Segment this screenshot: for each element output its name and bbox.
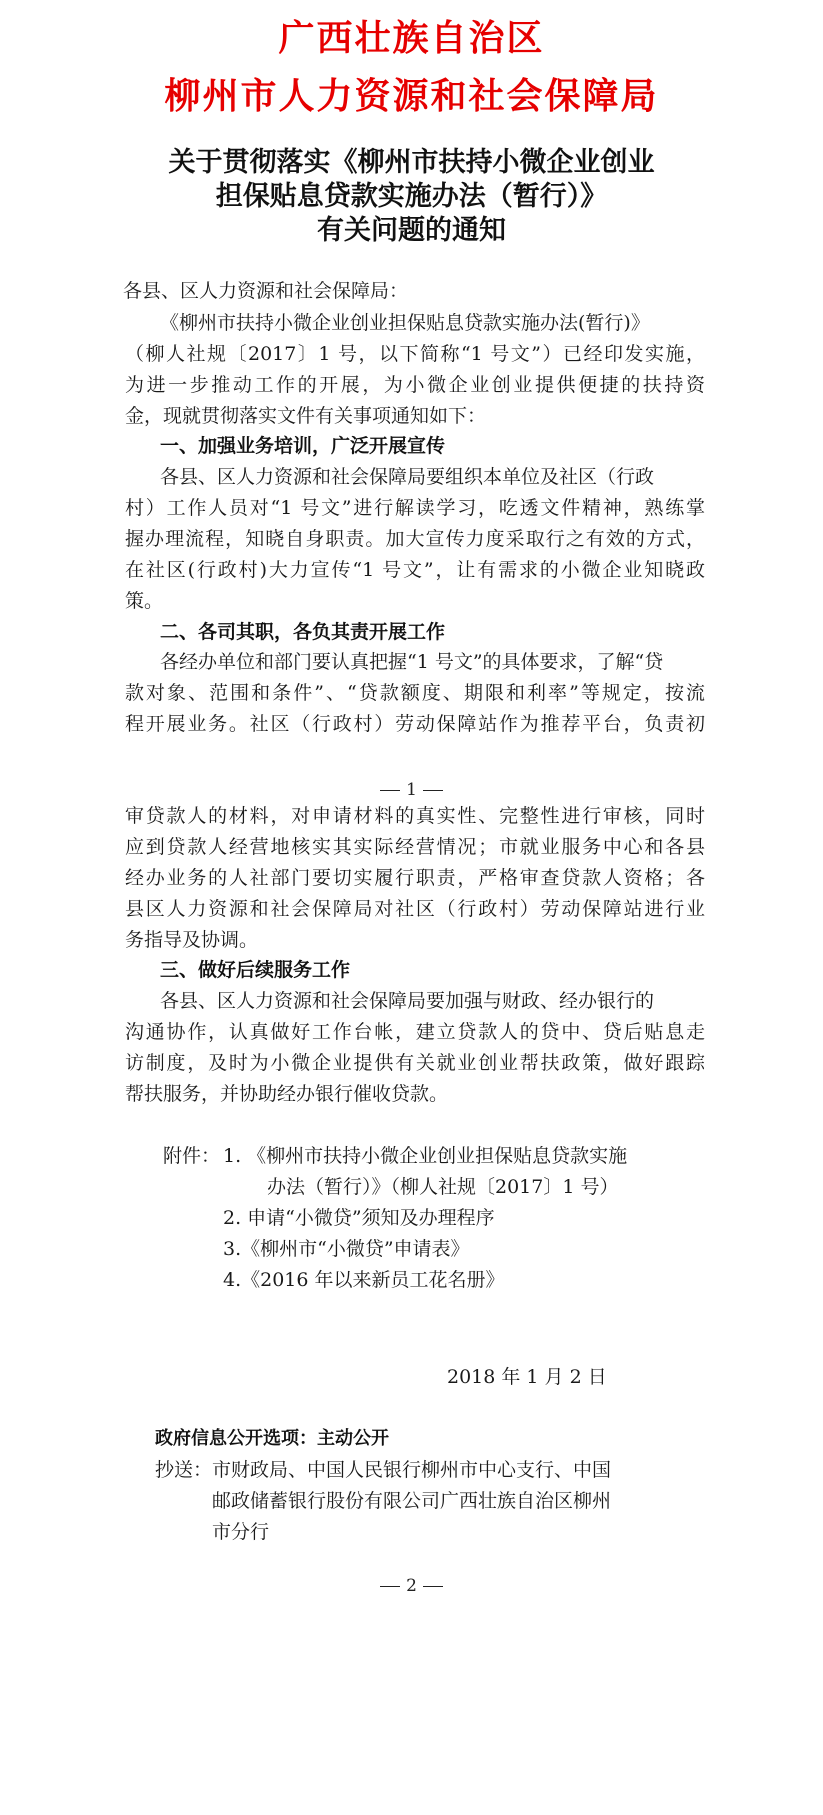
page-number-dash-right [423,790,443,791]
page-number-2 [0,1576,823,1596]
section2-cont-line-4: 县区人力资源和社会保障局对社区（行政村）劳动保障站进行业 [125,898,705,920]
intro-line-3: 为进一步推动工作的开展，为小微企业创业提供便捷的扶持资 [125,374,705,396]
section3-line-3: 访制度，及时为小微企业提供有关就业创业帮扶政策，做好跟踪 [125,1052,705,1074]
intro-line-1: 《柳州市扶持小微企业创业担保贴息贷款实施办法(暂行)》 [160,312,650,334]
cc-line-3: 市分行 [212,1521,270,1543]
document-date: 2018 年 1 月 2 日 [447,1366,607,1388]
section3-line-2: 沟通协作，认真做好工作台帐，建立贷款人的贷中、贷后贴息走 [125,1021,705,1043]
document-title-line1: 关于贯彻落实《柳州市扶持小微企业创业 [168,147,655,178]
document-title-line2: 担保贴息贷款实施办法（暂行）》 [215,181,608,212]
cc-line-1: 市财政局、中国人民银行柳州市中心支行、中国 [212,1459,612,1481]
attachment-item-4: 4.《2016 年以来新员工花名册》 [223,1269,505,1291]
section2-cont-line-2: 应到贷款人经营地核实其实际经营情况；市就业服务中心和各县 [125,836,705,858]
salutation: 各县、区人力资源和社会保障局： [123,280,409,302]
section2-line-3: 程开展业务。社区（行政村）劳动保障站作为推荐平台，负责初 [125,713,705,735]
section2-cont-line-5: 务指导及协调。 [125,929,259,951]
section2-cont-line-1: 审贷款人的材料，对申请材料的真实性、完整性进行审核，同时 [125,805,705,827]
section3-heading: 三、做好后续服务工作 [160,959,351,981]
intro-line-2: （柳人社规〔2017〕1 号，以下简称“1 号文”）已经印发实施， [125,343,705,365]
section1-line-3: 握办理流程，知晓自身职责。加大宣传力度采取行之有效的方式， [125,528,705,550]
section1-line-2: 村）工作人员对“1 号文”进行解读学习，吃透文件精神，熟练掌 [125,497,705,519]
attachment-item-1: 1. 《柳州市扶持小微企业创业担保贴息贷款实施 [223,1145,628,1167]
section1-heading: 一、加强业务培训，广泛开展宣传 [160,435,446,457]
org-name-line2: 柳州市人力资源和社会保障局 [164,76,659,117]
section3-line-1: 各县、区人力资源和社会保障局要加强与财政、经办银行的 [160,990,655,1012]
page-number-1 [0,780,823,800]
attachment-item-1-cont: 办法（暂行）》（柳人社规〔2017〕1 号） [267,1176,619,1198]
intro-line-4: 金，现就贯彻落实文件有关事项通知如下： [125,405,487,427]
cc-label: 抄送： [155,1459,213,1481]
page-number-1-value: 1 [406,780,417,800]
section2-line-2: 款对象、范围和条件”、“贷款额度、期限和利率”等规定，按流 [125,682,705,704]
attachments-label: 附件： [163,1145,221,1167]
page-number-2-dash-right [423,1586,443,1587]
section3-line-4: 帮扶服务，并协助经办银行催收贷款。 [125,1083,449,1105]
page-number-dash-left [380,790,400,791]
section1-line-5: 策。 [125,590,164,612]
cc-line-2: 邮政储蓄银行股份有限公司广西壮族自治区柳州 [212,1490,612,1512]
disclosure-option: 政府信息公开选项：主动公开 [155,1428,389,1449]
org-name-line1: 广西壮族自治区 [278,18,545,59]
page-number-2-dash-left [380,1586,400,1587]
section2-line-1: 各经办单位和部门要认真把握“1 号文”的具体要求，了解“贷 [160,651,664,673]
section1-line-4: 在社区(行政村)大力宣传“1 号文”，让有需求的小微企业知晓政 [125,559,705,581]
section2-heading: 二、各司其职，各负其责开展工作 [160,621,446,643]
document-title-line3: 有关问题的通知 [317,215,506,246]
attachment-item-3: 3.《柳州市“小微贷”申请表》 [223,1238,470,1260]
section2-cont-line-3: 经办业务的人社部门要切实履行职责，严格审查贷款人资格；各 [125,867,705,889]
section1-line-1: 各县、区人力资源和社会保障局要组织本单位及社区（行政 [160,466,655,488]
page-number-2-value: 2 [406,1576,417,1596]
attachment-item-2: 2. 申请“小微贷”须知及办理程序 [223,1207,495,1229]
